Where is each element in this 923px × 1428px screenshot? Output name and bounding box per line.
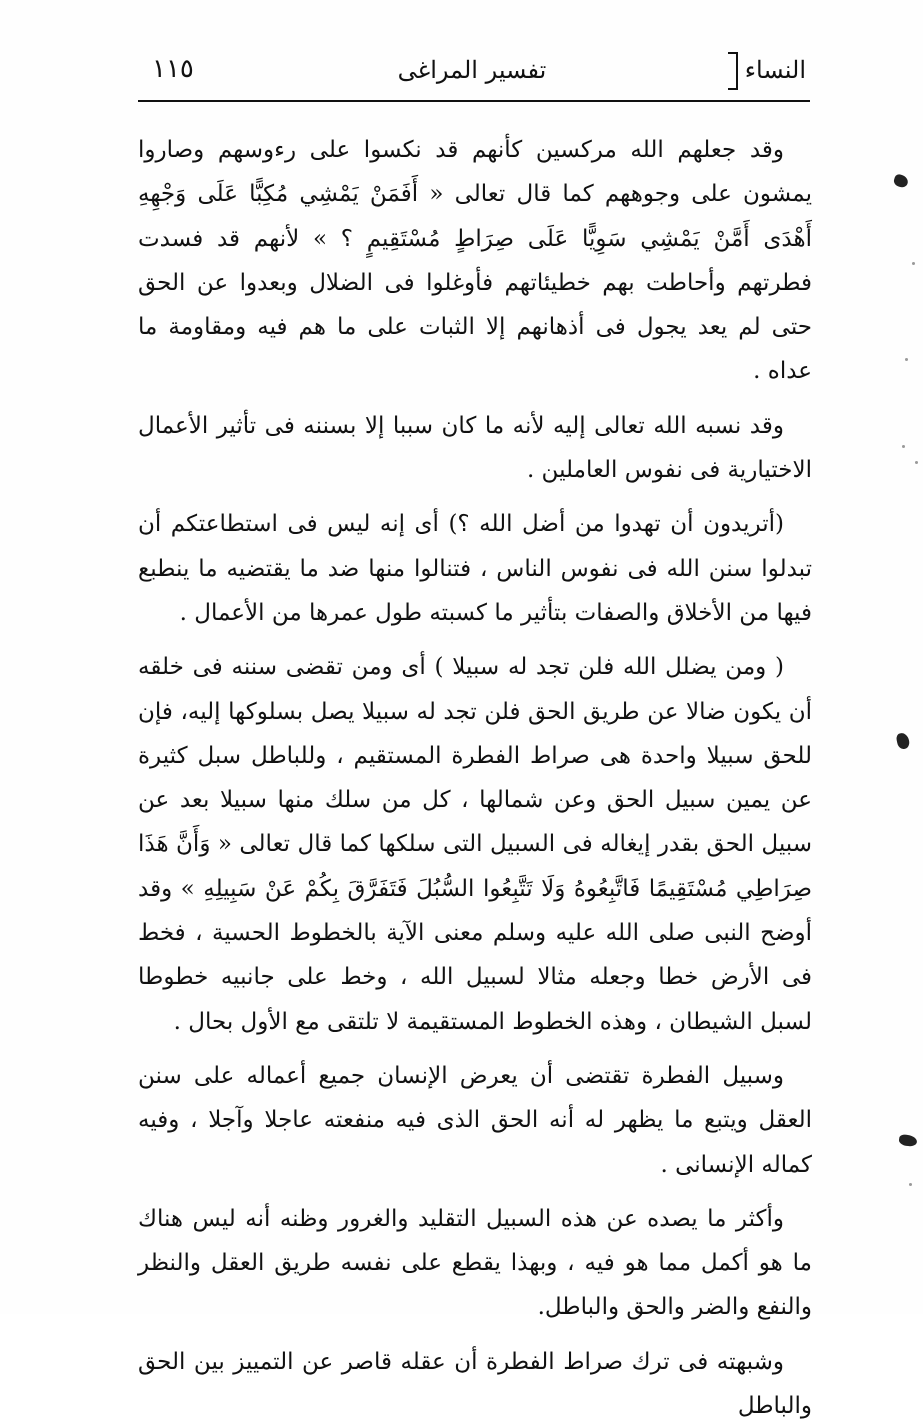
margin-ink-mark — [898, 1134, 917, 1147]
scan-speck — [905, 358, 908, 361]
sura-name: النساء — [744, 56, 806, 84]
scan-speck — [915, 461, 918, 464]
paragraph: وسبيل الفطرة تقتضى أن يعرض الإنسان جميع أعماله على سنن العقل ويتبع ما يظهر له أنه الحق الذى فيه منفعته عاجلا وآجلا ، وفيه كماله الإنسانى . — [138, 1062, 812, 1178]
scan-speck — [912, 262, 915, 265]
scan-speck — [902, 445, 905, 448]
margin-ink-mark — [892, 173, 909, 189]
paragraph: وأكثر ما يصده عن هذه السبيل التقليد والغرور وظنه أنه ليس هناك ما هو أكمل مما هو فيه ، وبهذا يقطع على نفسه طريق العقل والنظر والنفع والضر والحق والباطل. — [138, 1205, 812, 1321]
running-header — [138, 50, 806, 98]
paragraph: ( ومن يضلل الله فلن تجد له سبيلا ) أى ومن تقضى سننه فى خلقه أن يكون ضالا عن طريق الحق فلن تجد له سبيلا يصل بسلوكها إليه، فإن للحق سبيلا واحدة هى صراط الفطرة المستقيم ، وللباطل سبل كثيرة عن يمين سبيل الحق وعن شمالها ، كل من سلك منها سبيلا بعد عن سبيل الحق بقدر إيغاله فى السبيل التى سلكها كما قال تعالى « وَأَنَّ هَذَا صِرَاطِي مُسْتَقِيمًا فَاتَّبِعُوهُ وَلَا تَتَّبِعُوا السُّبُلَ فَتَفَرَّقَ بِكُمْ عَنْ سَبِيلِهِ » وقد أوضح النبى صلى الله عليه وسلم معنى الآية بالخطوط الحسية ، فخط فى الأرض خطا وجعله مثالا لسبيل الله ، وخط على جانبيه خطوطا لسبل الشيطان ، وهذه الخطوط المستقيمة لا تلتقى مع الأول بحال . — [138, 654, 812, 1035]
header-rule — [138, 100, 810, 102]
paragraph: وشبهته فى ترك صراط الفطرة أن عقله قاصر عن التمييز بين الحق والباطل — [138, 1348, 812, 1420]
paragraph: (أتريدون أن تهدوا من أضل الله ؟) أى إنه ليس فى استطاعتكم أن تبدلوا سنن الله فى نفوس الناس ، فتنالوا منها ضد ما يقتضيه ما ينطبع فيها من الأخلاق والصفات بتأثير ما كسبته طول عمرها من الأعمال . — [138, 511, 812, 626]
page-number: ١١٥ — [152, 54, 194, 84]
body-text — [138, 128, 812, 1428]
scan-speck — [909, 1183, 912, 1186]
paragraph: وقد نسبه الله تعالى إليه لأنه ما كان سببا إلا بسننه فى تأثير الأعمال الاختيارية فى نفوس العاملين . — [138, 412, 812, 484]
book-title: تفسير المراغى — [397, 56, 547, 84]
paragraph: وقد جعلهم الله مركسين كأنهم قد نكسوا على رءوسهم وصاروا يمشون على وجوههم كما قال تعالى « أَفَمَنْ يَمْشِي مُكِبًّا عَلَى وَجْهِهِ أَهْدَى أَمَّنْ يَمْشِي سَوِيًّا عَلَى صِرَاطٍ مُسْتَقِيمٍ ؟ » لأنهم قد فسدت فطرتهم وأحاطت بهم خطيئاتهم فأوغلوا فى الضلال وبعدوا عن الحق حتى لم يعد يجول فى أذهانهم إلا الثبات على ما هم فيه ومقاومة ما عداه . — [138, 137, 812, 385]
margin-ink-mark — [895, 732, 910, 750]
